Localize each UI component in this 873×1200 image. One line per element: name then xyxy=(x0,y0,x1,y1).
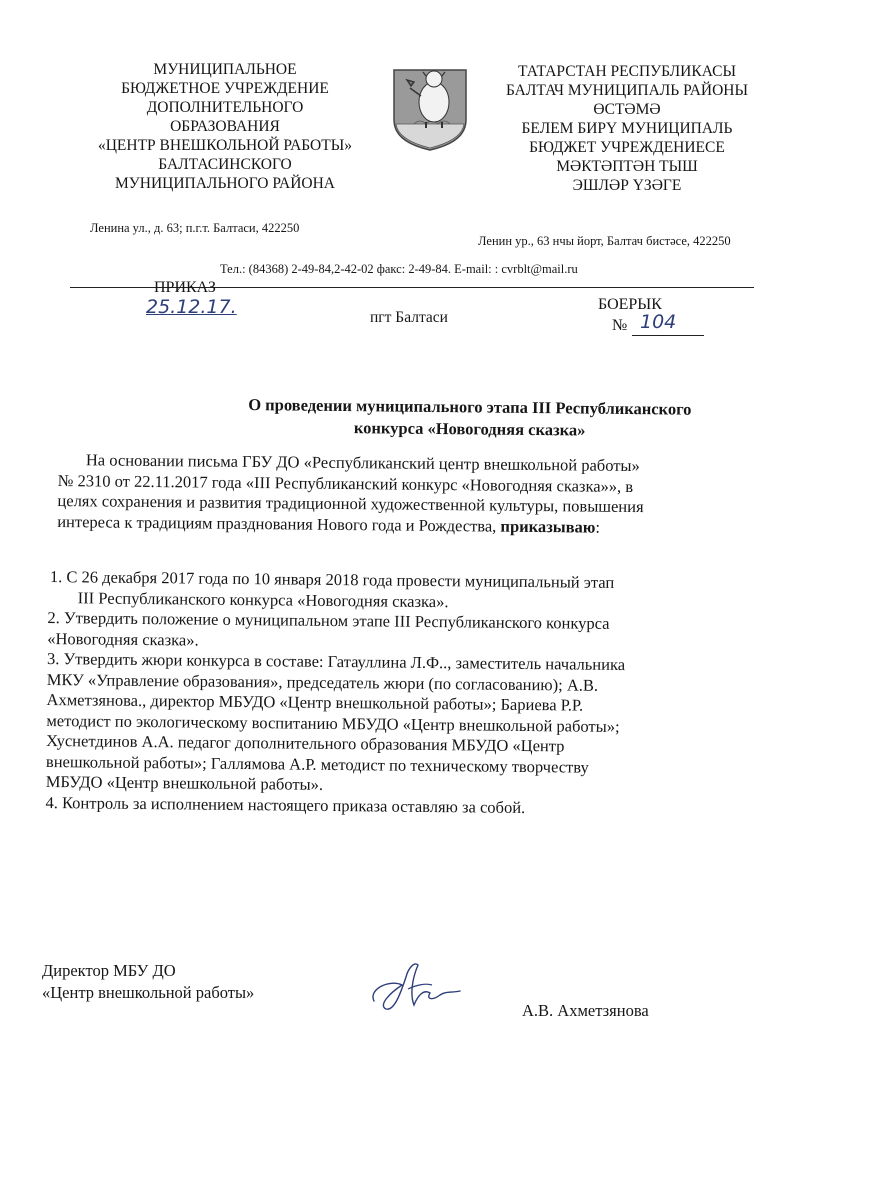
intro-colon: : xyxy=(595,517,601,537)
position-line: Директор МБУ ДО xyxy=(42,961,176,980)
item-3-line: 3. Утвердить жюри конкурса в составе: Гатауллина Л.Ф.., заместитель начальника xyxy=(46,648,626,675)
handwritten-signature-icon xyxy=(360,955,470,1025)
item-3-line: Ахметзянова., директор МБУДО «Центр внешкольной работы»; Бариева Р.Р. xyxy=(46,689,584,715)
header-tt-line: ТАТАРСТАН РЕСПУБЛИКАСЫ xyxy=(518,63,736,80)
title-line: конкурса «Новогодняя сказка» xyxy=(353,418,586,440)
order-date: 25.12.17. xyxy=(146,296,237,318)
address-tatar: Ленин ур., 63 нчы йорт, Балтач бистәсе, 422250 xyxy=(478,234,731,248)
intro-line: На основании письма ГБУ ДО «Республиканский центр внешкольной работы» xyxy=(85,450,640,476)
intro-emphasis: приказываю xyxy=(500,516,596,537)
order-label-tt: БОЕРЫК xyxy=(598,296,662,313)
intro-text: интереса к традициям празднования Нового года и Рождества, xyxy=(57,511,501,536)
header-tt-line: БАЛТАЧ МУНИЦИПАЛЬ РАЙОНЫ xyxy=(505,82,749,99)
header-ru-line: «ЦЕНТР ВНЕШКОЛЬНОЙ РАБОТЫ» xyxy=(97,137,352,154)
header-ru-line: БАЛТАСИНСКОГО xyxy=(158,156,292,173)
header-tt-line: БЮДЖЕТ УЧРЕЖДЕНИЕСЕ xyxy=(529,139,725,156)
item-1-line: 1. С 26 декабря 2017 года по 10 января 2018 года провести муниципальный этап xyxy=(49,567,615,592)
item-3-line: МКУ «Управление образования», председатель жюри (по согласованию); А.В. xyxy=(46,669,599,695)
item-4-line: 4. Контроль за исполнением настоящего приказа оставляю за собой. xyxy=(45,792,526,817)
header-tatar xyxy=(478,62,776,195)
intro-line: целях сохранения и развития традиционной художественной культуры, повышения xyxy=(57,490,644,517)
order-items xyxy=(45,567,808,821)
coat-of-arms-icon xyxy=(390,66,470,152)
contacts-line: Тел.: (84368) 2-49-84,2-42-02 факс: 2-49-84. E-mail: : cvrblt@mail.ru xyxy=(220,262,578,276)
title-line: О проведении муниципального этапа III Республиканского xyxy=(248,395,692,419)
position-line: «Центр внешкольной работы» xyxy=(42,983,255,1002)
header-tt-line: ЭШЛӘР ҮЗӘГЕ xyxy=(572,177,682,194)
signatory-name: А.В. Ахметзянова xyxy=(522,1001,649,1020)
item-3-line: МБУДО «Центр внешкольной работы». xyxy=(45,771,324,794)
item-3-line: методист по экологическому воспитанию МБУДО «Центр внешкольной работы»; xyxy=(46,710,620,736)
header-russian xyxy=(70,60,380,193)
item-2-line: 2. Утвердить положение о муниципальном этапе III Республиканского конкурса xyxy=(47,607,610,633)
order-number-underline xyxy=(632,335,704,336)
header-ru-line: БЮДЖЕТНОЕ УЧРЕЖДЕНИЕ xyxy=(121,80,329,97)
intro-paragraph xyxy=(57,450,798,540)
header-ru-line: ДОПОЛНИТЕЛЬНОГО xyxy=(146,99,304,116)
signatory-position xyxy=(42,960,254,1004)
order-place: пгт Балтаси xyxy=(370,309,448,326)
header-tt-line: БЕЛЕМ БИРҮ МУНИЦИПАЛЬ xyxy=(521,120,733,137)
item-3-line: внешкольной работы»; Галлямова А.Р. методист по техническому творчеству xyxy=(45,751,589,777)
header-ru-line: МУНИЦИПАЛЬНОГО РАЙОНА xyxy=(115,175,335,192)
order-number-sign: № xyxy=(612,317,628,334)
intro-line: № 2310 от 22.11.2017 года «III Республиканский конкурс «Новогодняя сказка»», в xyxy=(57,470,634,496)
document-title xyxy=(150,393,790,444)
item-3-line: Хуснетдинов А.А. педагог дополнительного образования МБУДО «Центр xyxy=(46,730,565,756)
order-number: 104 xyxy=(640,311,677,333)
order-label-ru: ПРИКАЗ xyxy=(154,279,216,296)
header-ru-line: ОБРАЗОВАНИЯ xyxy=(170,118,280,135)
header-tt-line: МӘКТӘПТӘН ТЫШ xyxy=(556,158,698,175)
header-tt-line: ӨСТӘМӘ xyxy=(593,101,661,118)
item-2-line: «Новогодняя сказка». xyxy=(47,628,199,650)
item-1-line: III Республиканского конкурса «Новогодняя сказка». xyxy=(77,587,449,611)
header-ru-line: МУНИЦИПАЛЬНОЕ xyxy=(153,61,297,78)
address-russian: Ленина ул., д. 63; п.г.т. Балтаси, 422250 xyxy=(90,221,300,235)
